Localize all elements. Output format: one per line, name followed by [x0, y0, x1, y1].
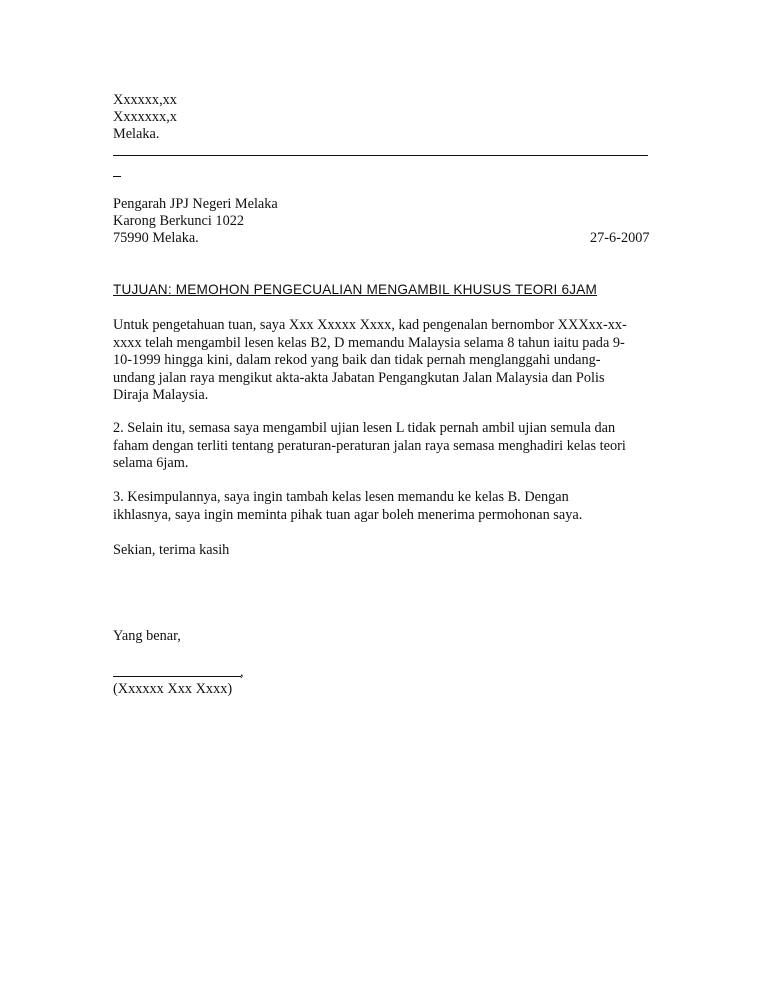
address-divider-rule-continuation — [113, 176, 121, 177]
signatory-name: (Xxxxxx Xxx Xxxx) — [113, 681, 233, 697]
body-paragraph-2 — [113, 420, 661, 473]
letter-date: 27-6-2007 — [590, 230, 650, 246]
body-paragraph-1 — [113, 317, 661, 405]
sender-address-line-2: Xxxxxxx,x — [113, 109, 177, 125]
letter-subject: TUJUAN: MEMOHON PENGECUALIAN MENGAMBIL KHUSUS TEORI 6JAM — [113, 282, 598, 297]
paragraph-line: Untuk pengetahuan tuan, saya Xxx Xxxxx Xxxx, kad pengenalan bernombor XXXxx-xx- — [113, 317, 627, 333]
recipient-address-line-3: 75990 Melaka. — [113, 230, 199, 246]
recipient-address-line-1: Pengarah JPJ Negeri Melaka — [113, 196, 278, 212]
paragraph-line: 2. Selain itu, semasa saya mengambil ujian lesen L tidak pernah ambil ujian semula dan — [113, 420, 616, 436]
paragraph-line: Diraja Malaysia. — [113, 387, 209, 403]
signoff-text: Yang benar, — [113, 628, 181, 644]
sender-address-line-3: Melaka. — [113, 126, 160, 142]
address-divider-rule — [113, 155, 648, 156]
sender-address-line-1: Xxxxxx,xx — [113, 92, 177, 108]
paragraph-line: selama 6jam. — [113, 455, 189, 471]
paragraph-line: 3. Kesimpulannya, saya ingin tambah kelas lesen memandu ke kelas B. Dengan — [113, 489, 569, 505]
body-paragraph-3 — [113, 489, 661, 524]
paragraph-line: 10-1999 hingga kini, dalam rekod yang baik dan tidak pernah menglanggahi undang- — [113, 352, 601, 368]
signature-comma: , — [240, 664, 244, 680]
paragraph-line: xxxx telah mengambil lesen kelas B2, D memandu Malaysia selama 8 tahun iaitu pada 9- — [113, 334, 625, 351]
paragraph-line: faham dengan terliti tentang peraturan-peraturan jalan raya semasa menghadiri kelas teori — [113, 437, 626, 454]
paragraph-line: ikhlasnya, saya ingin meminta pihak tuan agar boleh menerima permohonan saya. — [113, 506, 583, 523]
paragraph-line: undang jalan raya mengikut akta-akta Jabatan Pengangkutan Jalan Malaysia dan Polis — [113, 369, 605, 386]
closing-text: Sekian, terima kasih — [113, 542, 230, 558]
signature-line — [113, 676, 241, 677]
recipient-address-line-2: Karong Berkunci 1022 — [113, 213, 245, 229]
